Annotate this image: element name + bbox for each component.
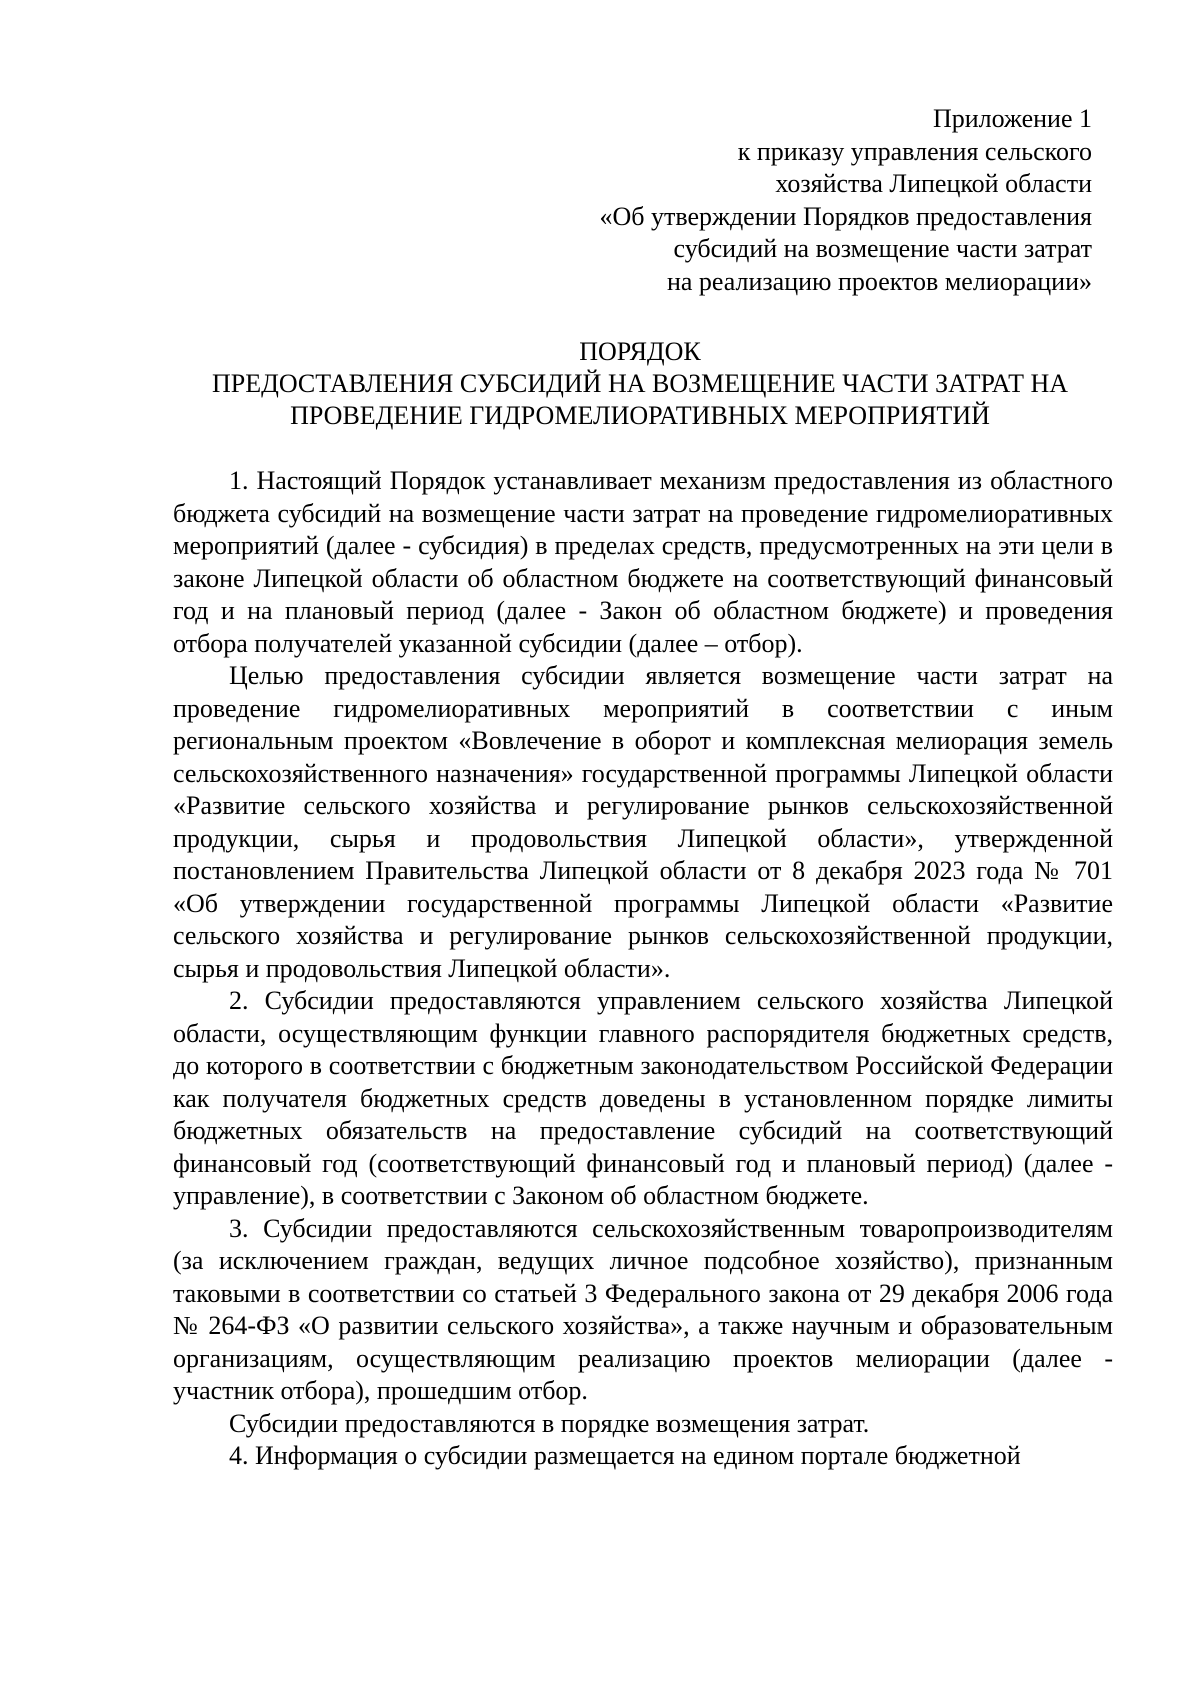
appendix-line: Приложение 1 [932, 104, 1092, 133]
paragraph-3: 3. Субсидии предоставляются сельскохозяйственным товаропроизводителям (за исключением граждан, ведущих личное подсобное хозяйство), признанным таковыми в соответствии со статьей 3 Федерального закона от 29 декабря 2006 года № 264-ФЗ «О развитии сельского хозяйства», а также научным и образовательным организациям, осуществляющим реализацию проектов мелиорации (далее - участник отбора), прошедшим отбор. [173, 1213, 1113, 1405]
appendix-line: на реализацию проектов мелиорации» [666, 266, 1092, 296]
appendix-line: субсидий на возмещение части затрат [673, 234, 1092, 263]
appendix-header [472, 103, 1092, 298]
title-line: ПРОВЕДЕНИЕ ГИДРОМЕЛИОРАТИВНЫХ МЕРОПРИЯТИЙ [290, 401, 990, 430]
title-line: ПОРЯДОК [579, 337, 701, 366]
paragraph-1: 1. Настоящий Порядок устанавливает механизм предоставления из областного бюджета субсидий на возмещение части затрат на проведение гидромелиоративных мероприятий (далее - субсидия) в пределах средств, предусмотренных на эти цели в законе Липецкой области об областном бюджете на соответствующий финансовый год и на плановый период (далее - Закон об областном бюджете) и проведения отбора получателей указанной субсидии (далее – отбор). [173, 466, 1113, 658]
document-title [120, 336, 1160, 432]
paragraph-4: 4. Информация о субсидии размещается на едином портале бюджетной [229, 1441, 1021, 1470]
paragraph-2: 2. Субсидии предоставляются управлением сельского хозяйства Липецкой области, осуществляющим функции главного распорядителя бюджетных средств, до которого в соответствии с бюджетным законодательством Российской Федерации как получателя бюджетных средств доведены в установленном порядке лимиты бюджетных обязательств на предоставление субсидий на соответствующий финансовый год (соответствующий финансовый год и плановый период) (далее - управление), в соответствии с Законом об областном бюджете. [173, 986, 1113, 1210]
paragraph-reimbursement: Субсидии предоставляются в порядке возмещения затрат. [229, 1408, 870, 1438]
paragraph-purpose: Целью предоставления субсидии является возмещение части затрат на проведение гидромелиоративных мероприятий в соответствии с иным региональным проектом «Вовлечение в оборот и комплексная мелиорация земель сельскохозяйственного назначения» государственной программы Липецкой области «Развитие сельского хозяйства и регулирование рынков сельскохозяйственной продукции, сырья и продовольствия Липецкой области», утвержденной постановлением Правительства Липецкой области от 8 декабря 2023 года № 701 «Об утверждении государственной программы Липецкой области «Развитие сельского хозяйства и регулирование рынков сельскохозяйственной продукции, сырья и продовольствия Липецкой области». [173, 661, 1113, 983]
appendix-line: к приказу управления сельского [737, 136, 1092, 166]
document-body [173, 465, 1113, 1473]
appendix-line: хозяйства Липецкой области [775, 169, 1092, 198]
appendix-line: «Об утверждении Порядков предоставления [599, 201, 1092, 231]
title-line: ПРЕДОСТАВЛЕНИЯ СУБСИДИЙ НА ВОЗМЕЩЕНИЕ ЧАСТИ ЗАТРАТ НА [211, 369, 1069, 398]
